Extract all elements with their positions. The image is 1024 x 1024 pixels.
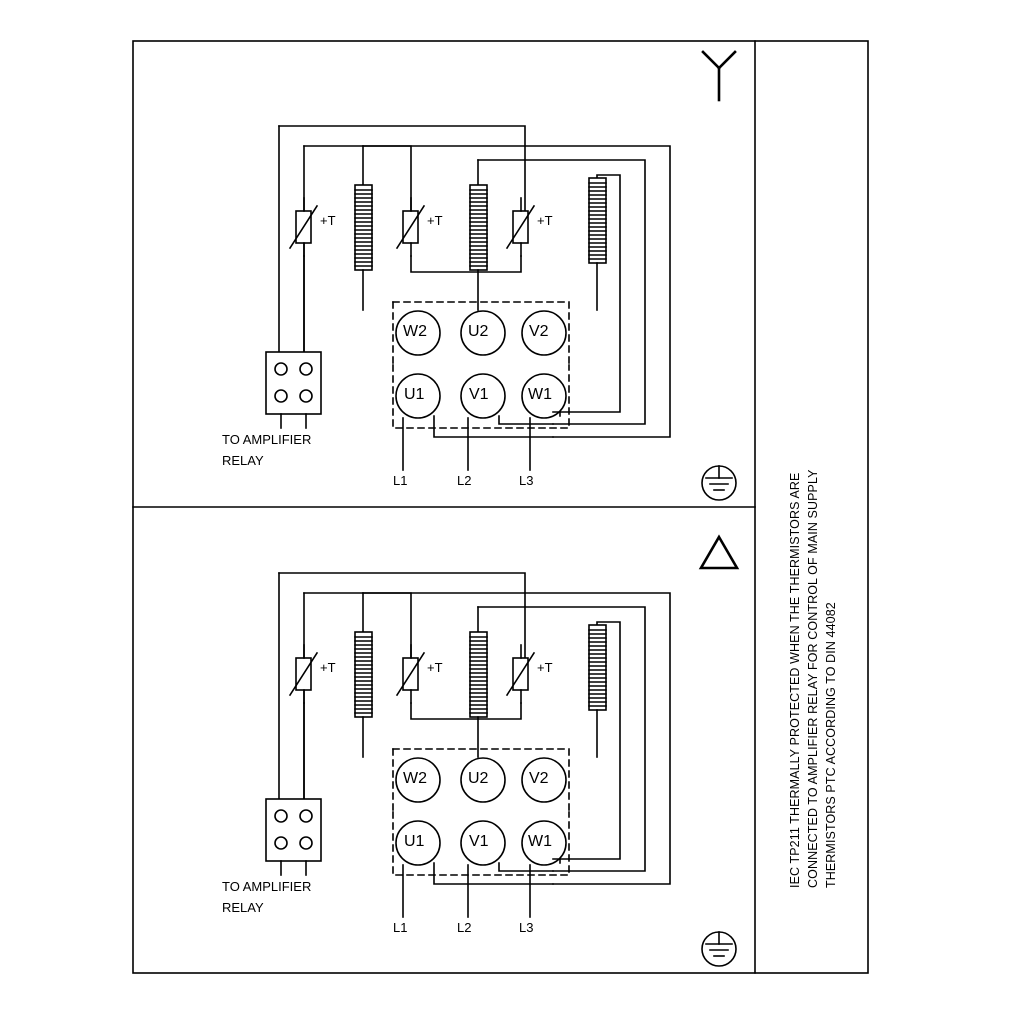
supply-label-l1-delta: L1 [393, 920, 408, 935]
amplifier-label-line1-delta: TO AMPLIFIER [222, 879, 312, 894]
ptc-thermistor-1-delta [290, 645, 317, 703]
amplifier-label-line2: RELAY [222, 453, 264, 468]
amplifier-label-line1: TO AMPLIFIER [222, 432, 312, 447]
terminal-w1: W1 [528, 386, 552, 403]
thermistor-label-1-delta: +T [320, 660, 336, 675]
terminal-v1: V1 [469, 386, 489, 403]
ptc-thermistor-2-delta [397, 645, 424, 703]
delta-symbol [701, 537, 737, 568]
terminal-u1: U1 [404, 386, 425, 403]
side-note-line1: IEC TP211 THERMALLY PROTECTED WHEN THE THERMISTORS ARE [788, 472, 802, 888]
winding-coil-3-delta [589, 625, 606, 757]
thermistor-label-1: +T [320, 213, 336, 228]
supply-label-l1: L1 [393, 473, 408, 488]
winding-coil-1 [355, 185, 372, 310]
terminal-w2-delta: W2 [403, 770, 427, 787]
supply-label-l2-delta: L2 [457, 920, 472, 935]
winding-coil-2 [470, 185, 487, 310]
ptc-thermistor-3 [507, 198, 534, 256]
thermistor-label-2-delta: +T [427, 660, 443, 675]
thermistor-label-3-delta: +T [537, 660, 553, 675]
ptc-thermistor-2 [397, 198, 424, 256]
winding-coil-1-delta [355, 632, 372, 757]
ptc-thermistor-3-delta [507, 645, 534, 703]
supply-label-l2: L2 [457, 473, 472, 488]
side-note-line2: CONNECTED TO AMPLIFIER RELAY FOR CONTROL OF MAIN SUPPLY [806, 469, 820, 888]
supply-label-l3: L3 [519, 473, 534, 488]
panel-delta [266, 537, 737, 966]
terminal-u2-delta: U2 [468, 770, 489, 787]
amplifier-label-line2-delta: RELAY [222, 900, 264, 915]
terminal-v1-delta: V1 [469, 833, 489, 850]
earth-ground-icon-delta [702, 932, 736, 966]
terminal-box-star [266, 352, 321, 428]
panel-star [266, 52, 736, 500]
terminal-v2: V2 [529, 323, 549, 340]
terminal-w1-delta: W1 [528, 833, 552, 850]
supply-label-l3-delta: L3 [519, 920, 534, 935]
side-note-line3: THERMISTORS PTC ACCORDING TO DIN 44082 [824, 602, 838, 888]
terminal-w2: W2 [403, 323, 427, 340]
terminal-box-delta [266, 799, 321, 875]
winding-coil-2-delta [470, 632, 487, 757]
terminal-u2: U2 [468, 323, 489, 340]
wye-symbol [703, 52, 735, 100]
thermistor-label-2: +T [427, 213, 443, 228]
terminal-u1-delta: U1 [404, 833, 425, 850]
earth-ground-icon-star [702, 466, 736, 500]
winding-coil-3 [589, 178, 606, 310]
ptc-thermistor-1 [290, 198, 317, 256]
terminal-v2-delta: V2 [529, 770, 549, 787]
thermistor-label-3: +T [537, 213, 553, 228]
